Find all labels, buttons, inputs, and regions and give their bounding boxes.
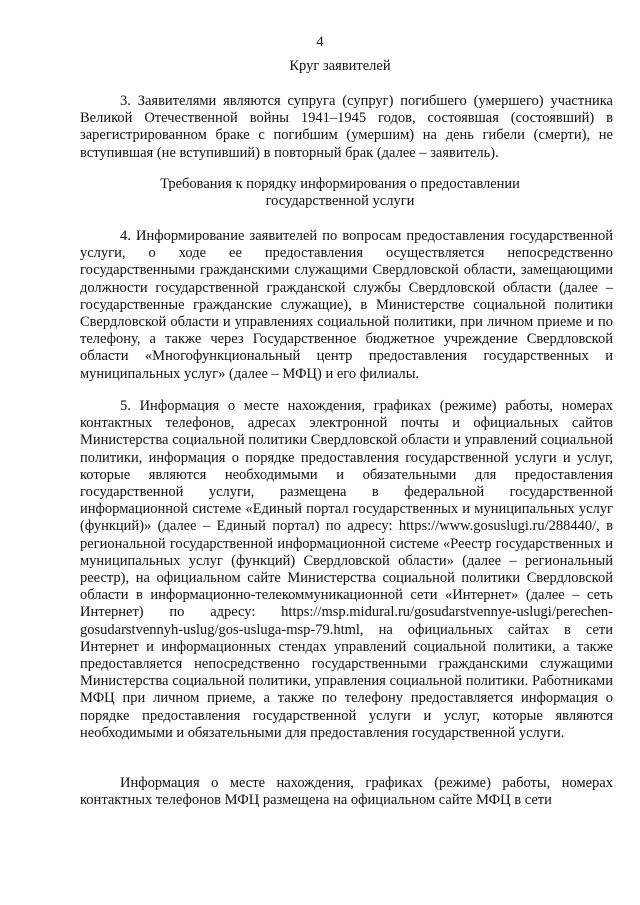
page-number: 4 <box>316 34 324 50</box>
section-title-line-2: государственной услуги <box>265 193 415 209</box>
paragraph-4: 4. Информирование заявителей по вопросам предоставления государственной услуги, о ходе ее предоставления осуществляется непосредственно государственными гражданскими служащими Свердловской области, замещающими должности государственной гражданской службы Свердловской области (далее – государственные гражданские служащие), в Министерстве социальной политики Свердловской области и управлениях социальной политики, при личном приеме и по телефону, а также через Государственное бюджетное учреждение Свердловской области «Многофункциональный центр предоставления государственных и муниципальных услуг» (далее – МФЦ) и его филиалы. <box>80 228 613 382</box>
paragraph-6: Информация о месте нахождения, графиках (режиме) работы, номерах контактных телефонов МФЦ размещена на официальном сайте МФЦ в сети <box>80 775 613 809</box>
section-title-informing-requirements <box>60 176 620 210</box>
paragraph-5: 5. Информация о месте нахождения, графиках (режиме) работы, номерах контактных телефонов, адресах электронной почты и официальных сайтов Министерства социальной политики Свердловской области и управлений социальной политики, информация о порядке предоставления государственной услуги и услуг, которые являются необходимыми и обязательными для предоставления государственной услуги, размещена в федеральной государственной информационной системе «Единый портал государственных и муниципальных услуг (функций)» (далее – Единый портал) по адресу: https://www.gosuslugi.ru/288440/, в региональной государственной информационной системе «Реестр государственных и муниципальных услуг (функций) Свердловской области» (далее – региональный реестр), на официальном сайте Министерства социальной политики Свердловской области в информационно-телекоммуникационной сети «Интернет» (далее – сеть Интернет) по адресу: https://msp.midural.ru/gosudarstvennye-uslugi/perechen-gosudarstvennyh-uslug/gos-usluga-msp-79.html, на официальных сайтах в сети Интернет и информационных стендах управлений социальной политики, а также предоставляется непосредственно государственными гражданскими служащими Министерства социальной политики, управления социальной политики. Работниками МФЦ при личном приеме, а также по телефону предоставляется информация о порядке предоставления государственной услуги и услуг, которые являются необходимыми и обязательными для предоставления государственной услуги. <box>80 398 613 741</box>
section-title-applicants: Круг заявителей <box>289 58 391 74</box>
section-title-line-1: Требования к порядку информирования о предоставлении <box>160 176 520 192</box>
paragraph-3: 3. Заявителями являются супруга (супруг) погибшего (умершего) участника Великой Отечественной войны 1941–1945 годов, состоявшая (состоявший) в зарегистрированном браке с погибшим (умершим) на день гибели (смерти), не вступившая (не вступивший) в повторный брак (далее – заявитель). <box>80 93 613 161</box>
